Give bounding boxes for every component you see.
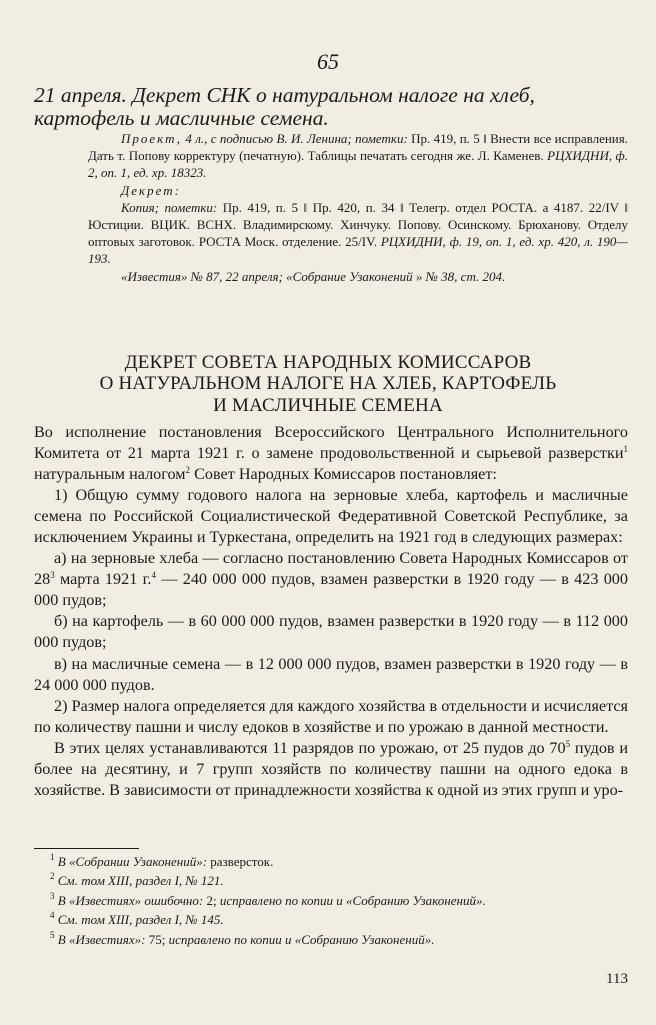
project-text: 4 л., с подписью В. И. Ленина; пометки: (185, 131, 408, 146)
paragraph-text: Во исполнение постановления Всероссийского Центрального Исполнительного Комитета от 21 марта 1921 г. о замене продовольственной и сырьевой разверстки (34, 423, 628, 463)
paragraph: 1) Общую сумму годового налога на зерновые хлеба, картофель и масличные семена по Российской Социалистической Федеративной Советской Республике, за исключением Украины и Туркестана, определить на 1921 год в следующих размерах: (34, 486, 628, 547)
footnote-text: В «Собрании Узаконений»: (57, 854, 208, 869)
decree-heading (30, 352, 626, 416)
document-title: 21 апреля. Декрет СНК о натуральном налоге на хлеб, картофель и масличные семена. (34, 83, 535, 130)
copy-archive: РЦХИДНИ, ф. 19, оп. 1, ед. хр. 420, л. 190—193. (88, 234, 628, 267)
paragraph: в) на масличные семена — в 12 000 000 пудов, взамен разверстки в 1920 году — в 24 000 000 пудов. (34, 654, 628, 694)
footnote-divider (34, 848, 139, 849)
paragraph (34, 738, 628, 801)
footnote-number: 1 (50, 852, 55, 862)
footnote-ref: 5 (565, 738, 571, 749)
footnote-number: 2 (50, 871, 55, 882)
footnote (34, 852, 628, 871)
footnote-number: 5 (50, 929, 55, 940)
project-archive: РЦХИДНИ, ф. 2, оп. 1, ед. хр. 18323. (88, 148, 629, 181)
paragraph-text: — 240 000 000 пудов, взамен разверстки в 1920 году — в 423 000 000 пудов; (34, 570, 628, 610)
footnote-ref: 4 (151, 570, 156, 581)
footnote-text: исправлено по копии и «Собранию Узаконений». (219, 892, 486, 908)
footnote-ref: 3 (50, 570, 55, 581)
footnote-text: В «Известиях»: (57, 931, 146, 947)
footnote (34, 871, 628, 890)
footnotes (34, 852, 628, 949)
footnote-number: 3 (50, 890, 55, 901)
footnote (34, 930, 628, 949)
decree-body (34, 422, 628, 801)
paragraph-text: В этих целях устанавливаются 11 разрядов по урожаю, от 25 пудов до 70 (54, 738, 566, 757)
footnote-number: 4 (50, 910, 55, 921)
heading-line: ДЕКРЕТ СОВЕТА НАРОДНЫХ КОМИССАРОВ (124, 352, 532, 373)
paragraph-text: Совет Народных Комиссаров постановляет: (190, 465, 497, 484)
heading-line: О НАТУРАЛЬНОМ НАЛОГЕ НА ХЛЕБ, КАРТОФЕЛЬ (99, 373, 557, 395)
paragraph-text: а) на зерновые хлеба — согласно постановлению Совета Народных Комиссаров от 28 (34, 549, 628, 589)
footnote-ref: 2 (185, 465, 191, 476)
paragraph-text: пудов и более на десятину, и 7 групп хозяйств по количеству пашни на одного едока в хозяйстве. В зависимости от принадлежности хозяйства к одной из этих групп и уро- (34, 738, 628, 799)
project-label: Проект, (121, 131, 183, 146)
decree-label: Декрет: (121, 182, 181, 198)
footnote (34, 891, 628, 910)
footnote-ref: 1 (623, 444, 628, 455)
paragraph (34, 548, 628, 611)
archival-notes (88, 130, 628, 285)
paragraph (34, 422, 628, 485)
footnote-text: См. том XIII, раздел I, № 121. (57, 873, 224, 889)
paragraph: б) на картофель — в 60 000 000 пудов, взамен разверстки в 1920 году — в 112 000 000 пудов; (34, 612, 628, 652)
footnote-text: 2; (203, 892, 220, 908)
footnote-text: В «Известиях» ошибочно: (57, 892, 204, 908)
copy-label: Копия; пометки: (121, 199, 218, 215)
page-number: 113 (606, 971, 628, 987)
publication-note: «Известия» № 87, 22 апреля; «Собрание Узаконений » № 38, ст. 204. (121, 268, 506, 284)
footnote-text: 75; (145, 931, 169, 947)
footnote-text: См. том XIII, раздел I, № 145. (57, 912, 224, 928)
footnote-text: разверсток. (207, 854, 274, 869)
footnote-text: исправлено по копии и «Собранию Узаконений». (168, 931, 435, 947)
footnote (34, 910, 628, 929)
document-number: 65 (317, 49, 339, 74)
heading-line: И МАСЛИЧНЫЕ СЕМЕНА (213, 394, 443, 416)
paragraph-text: марта 1921 г. (54, 570, 152, 589)
copy-note (88, 199, 628, 268)
copy-text: Пр. 419, п. 5 ‖ Пр. 420, п. 34 ‖ Телегр. отдел РОСТА. а 4187. 22/IV ‖ Юстиции. ВЦИК. ВСНХ. Владимирскому. Хинчуку. Попову. Осинскому. Брюханову. Отделу оптовых заготовок. РОСТА Моск. отделение. 25/IV. (88, 199, 628, 250)
paragraph-text: натуральным налогом (34, 465, 186, 484)
paragraph: 2) Размер налога определяется для каждого хозяйства в отдельности и исчисляется по количеству пашни и числу едоков в хозяйстве и по урожаю в данной местности. (34, 696, 628, 736)
project-note (88, 130, 628, 182)
project-refs: Пр. 419, п. 5 ‖ Внести все исправления. Дать т. Попову корректуру (печатную). Таблицы печатать сегодня же. Л. Каменев. (88, 131, 628, 164)
